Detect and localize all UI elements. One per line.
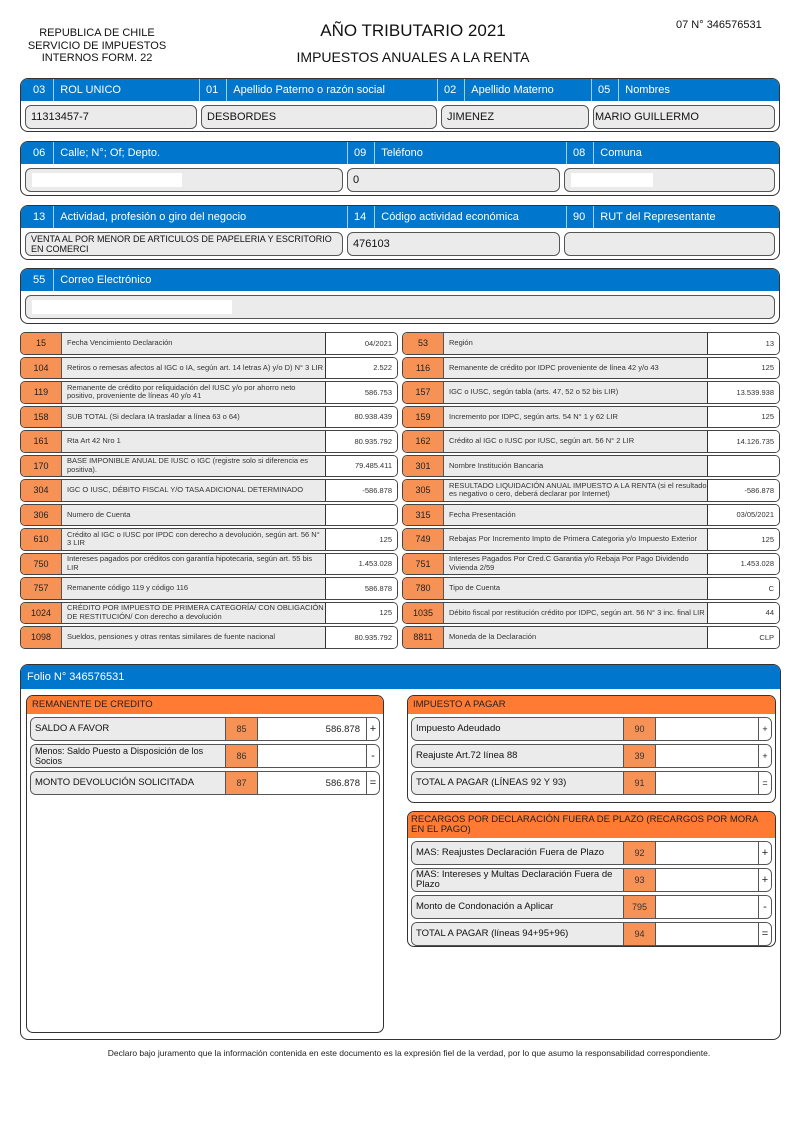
calle-field[interactable] bbox=[25, 168, 343, 192]
line-value[interactable]: 1.453.028 bbox=[708, 554, 779, 575]
issuer-line-3: INTERNOS FORM. 22 bbox=[41, 52, 153, 64]
line-value[interactable]: 125 bbox=[708, 529, 779, 550]
page-subtitle: IMPUESTOS ANUALES A LA RENTA bbox=[296, 49, 530, 65]
summary-row bbox=[411, 744, 772, 768]
row-label: Reajuste Art.72 línea 88 bbox=[412, 745, 623, 767]
line-code: 15 bbox=[21, 333, 62, 354]
line-label: Rebajas Por Incremento Impto de Primera Categoria y/o Impuesto Exterior bbox=[444, 529, 708, 550]
row-code: 93 bbox=[623, 869, 656, 891]
line-row bbox=[402, 430, 780, 453]
rut-representante-field[interactable] bbox=[564, 232, 775, 256]
row-code: 85 bbox=[225, 718, 258, 740]
line-row bbox=[20, 455, 398, 478]
field-code: 06 bbox=[21, 142, 54, 164]
row-label: TOTAL A PAGAR (LÍNEAS 92 Y 93) bbox=[412, 772, 623, 794]
line-row bbox=[402, 479, 780, 502]
plus-icon: + bbox=[758, 718, 771, 740]
line-code: 610 bbox=[21, 529, 62, 550]
row-code: 94 bbox=[623, 923, 656, 945]
field-code: 01 bbox=[200, 79, 227, 101]
identity-header bbox=[21, 79, 779, 101]
plus-icon: + bbox=[758, 745, 771, 767]
line-code: 749 bbox=[403, 529, 444, 550]
plus-icon: + bbox=[758, 842, 771, 864]
equals-icon: = bbox=[758, 772, 771, 794]
minus-icon: - bbox=[366, 745, 379, 767]
address-section bbox=[20, 141, 780, 196]
row-value[interactable]: 586.878 bbox=[258, 718, 366, 740]
field-label: Apellido Materno bbox=[471, 84, 554, 96]
summary-row bbox=[411, 895, 772, 919]
email-field[interactable] bbox=[25, 295, 775, 319]
line-value[interactable]: 04/2021 bbox=[326, 333, 397, 354]
line-row bbox=[20, 504, 398, 527]
field-label: Nombres bbox=[625, 84, 670, 96]
line-label: Moneda de la Declaración bbox=[444, 627, 708, 648]
line-label: Nombre Institución Bancaria bbox=[444, 456, 708, 477]
row-value[interactable] bbox=[656, 869, 758, 891]
line-value[interactable]: 1.453.028 bbox=[326, 554, 397, 575]
line-code: 306 bbox=[21, 505, 62, 526]
line-label: BASE IMPONIBLE ANUAL DE IUSC o IGC (registre solo si diferencia es positiva). bbox=[62, 456, 326, 477]
row-label: MAS: Reajustes Declaración Fuera de Plazo bbox=[412, 842, 623, 864]
field-label: Comuna bbox=[600, 147, 642, 159]
line-code: 162 bbox=[403, 431, 444, 452]
line-row bbox=[20, 577, 398, 600]
line-value[interactable]: 125 bbox=[326, 529, 397, 550]
line-value[interactable]: -586.878 bbox=[708, 480, 779, 501]
field-code: 55 bbox=[21, 269, 54, 291]
row-label: Monto de Condonación a Aplicar bbox=[412, 896, 623, 918]
form-number: 07 N° 346576531 bbox=[676, 19, 762, 31]
row-code: 91 bbox=[623, 772, 656, 794]
summary-row bbox=[411, 841, 772, 865]
line-value[interactable]: 2.522 bbox=[326, 358, 397, 379]
line-row bbox=[402, 553, 780, 576]
line-label: Rta Art 42 Nro 1 bbox=[62, 431, 326, 452]
row-label: Menos: Saldo Puesto a Disposición de los Socios bbox=[31, 745, 225, 767]
folio-title: Folio N° 346576531 bbox=[21, 665, 780, 689]
summary-row bbox=[411, 771, 772, 795]
line-row bbox=[20, 602, 398, 625]
recargos-panel bbox=[407, 811, 776, 947]
line-label: Región bbox=[444, 333, 708, 354]
line-code: 161 bbox=[21, 431, 62, 452]
line-label: Crédito al IGC o IUSC por IPDC con derecho a devolución, según art. 56 N° 3 LIR bbox=[62, 529, 326, 550]
line-code: 301 bbox=[403, 456, 444, 477]
line-label: IGC o IUSC, según tabla (arts. 47, 52 o 52 bis LIR) bbox=[444, 382, 708, 403]
line-row bbox=[20, 528, 398, 551]
line-value[interactable]: 79.485.411 bbox=[326, 456, 397, 477]
redacted-block bbox=[571, 173, 653, 187]
line-code: 8811 bbox=[403, 627, 444, 648]
minus-icon: - bbox=[758, 896, 771, 918]
address-header bbox=[21, 142, 779, 164]
activity-section bbox=[20, 205, 780, 260]
line-label: Crédito al IGC o IUSC por IUSC, según art. 56 N° 2 LIR bbox=[444, 431, 708, 452]
row-value[interactable] bbox=[656, 718, 758, 740]
line-label: SUB TOTAL (Si declara IA trasladar a línea 63 o 64) bbox=[62, 407, 326, 428]
line-row bbox=[402, 455, 780, 478]
row-code: 92 bbox=[623, 842, 656, 864]
recargos-title: RECARGOS POR DECLARACIÓN FUERA DE PLAZO (RECARGOS POR MORA EN EL PAGO) bbox=[408, 812, 775, 838]
line-code: 159 bbox=[403, 407, 444, 428]
line-label: Sueldos, pensiones y otras rentas similares de fuente nacional bbox=[62, 627, 326, 648]
issuer-line-1: REPUBLICA DE CHILE bbox=[39, 27, 155, 39]
remanente-title: REMANENTE DE CREDITO bbox=[27, 696, 383, 714]
line-value[interactable]: 14.126.735 bbox=[708, 431, 779, 452]
line-label: Remanente de crédito por IDPC proveniente de línea 42 y/o 43 bbox=[444, 358, 708, 379]
row-label: Impuesto Adeudado bbox=[412, 718, 623, 740]
apellido-materno-field[interactable]: JIMENEZ bbox=[441, 105, 589, 129]
line-label: Intereses pagados por créditos con garantía hipotecaria, según art. 55 bis LIR bbox=[62, 554, 326, 575]
folio-section bbox=[20, 664, 781, 1040]
line-value[interactable]: 586.753 bbox=[326, 382, 397, 403]
line-code: 1035 bbox=[403, 603, 444, 624]
line-row bbox=[402, 528, 780, 551]
field-code: 02 bbox=[438, 79, 465, 101]
row-value[interactable] bbox=[656, 923, 758, 945]
line-value[interactable]: 125 bbox=[708, 407, 779, 428]
line-label: Numero de Cuenta bbox=[62, 505, 326, 526]
tax-lines-grid bbox=[20, 332, 780, 649]
line-row bbox=[402, 504, 780, 527]
remanente-panel bbox=[26, 695, 384, 1033]
line-row bbox=[20, 626, 398, 649]
line-value[interactable]: 13 bbox=[708, 333, 779, 354]
line-code: 1098 bbox=[21, 627, 62, 648]
plus-icon: + bbox=[366, 718, 379, 740]
codigo-actividad-field[interactable]: 476103 bbox=[347, 232, 560, 256]
row-value[interactable]: 586.878 bbox=[258, 772, 366, 794]
field-code: 03 bbox=[21, 79, 54, 101]
line-label: Retiros o remesas afectos al IGC o IA, según art. 14 letras A) y/o D) N° 3 LIR bbox=[62, 358, 326, 379]
row-code: 39 bbox=[623, 745, 656, 767]
line-label: Incremento por IDPC, según arts. 54 N° 1 y 62 LIR bbox=[444, 407, 708, 428]
summary-row bbox=[411, 868, 772, 892]
line-code: 53 bbox=[403, 333, 444, 354]
summary-row bbox=[411, 922, 772, 946]
row-code: 795 bbox=[623, 896, 656, 918]
line-value[interactable] bbox=[326, 505, 397, 526]
summary-row bbox=[30, 744, 380, 768]
row-label: SALDO A FAVOR bbox=[31, 718, 225, 740]
line-row bbox=[20, 553, 398, 576]
row-value[interactable] bbox=[258, 745, 366, 767]
summary-row bbox=[411, 717, 772, 741]
row-value[interactable] bbox=[656, 772, 758, 794]
actividad-field[interactable]: VENTA AL POR MENOR DE ARTICULOS DE PAPELERIA Y ESCRITORIO EN COMERCI bbox=[25, 232, 343, 256]
line-value[interactable]: CLP bbox=[708, 627, 779, 648]
nombres-field[interactable]: MARIO GUILLERMO bbox=[593, 105, 775, 129]
line-value[interactable] bbox=[708, 456, 779, 477]
line-row bbox=[20, 357, 398, 380]
field-code: 14 bbox=[348, 206, 375, 228]
line-row bbox=[402, 577, 780, 600]
line-label: Fecha Vencimiento Declaración bbox=[62, 333, 326, 354]
line-row bbox=[20, 332, 398, 355]
row-value[interactable] bbox=[656, 842, 758, 864]
line-row bbox=[402, 357, 780, 380]
line-value[interactable]: 125 bbox=[326, 603, 397, 624]
line-row bbox=[20, 406, 398, 429]
issuer-line-2: SERVICIO DE IMPUESTOS bbox=[27, 39, 167, 52]
row-code: 86 bbox=[225, 745, 258, 767]
line-label: Débito fiscal por restitución crédito por IDPC, según art. 56 N° 3 inc. final LIR bbox=[444, 603, 708, 624]
line-value[interactable]: 44 bbox=[708, 603, 779, 624]
field-label: ROL UNICO bbox=[60, 84, 121, 96]
field-code: 13 bbox=[21, 206, 54, 228]
rut-field[interactable]: 11313457-7 bbox=[25, 105, 197, 129]
line-code: 750 bbox=[21, 554, 62, 575]
email-section bbox=[20, 268, 780, 324]
row-label: MAS: Intereses y Multas Declaración Fuera de Plazo bbox=[412, 869, 623, 891]
comuna-field[interactable] bbox=[564, 168, 775, 192]
row-code: 87 bbox=[225, 772, 258, 794]
field-label: RUT del Representante bbox=[600, 211, 716, 223]
line-code: 170 bbox=[21, 456, 62, 477]
line-value[interactable]: 80.935.792 bbox=[326, 627, 397, 648]
line-code: 315 bbox=[403, 505, 444, 526]
email-header bbox=[21, 269, 779, 291]
line-code: 751 bbox=[403, 554, 444, 575]
line-code: 780 bbox=[403, 578, 444, 599]
line-code: 305 bbox=[403, 480, 444, 501]
activity-header bbox=[21, 206, 779, 228]
line-row bbox=[402, 602, 780, 625]
line-value[interactable]: 80.938.439 bbox=[326, 407, 397, 428]
line-label: Fecha Presentación bbox=[444, 505, 708, 526]
line-code: 104 bbox=[21, 358, 62, 379]
line-value[interactable]: 80.935.792 bbox=[326, 431, 397, 452]
field-code: 09 bbox=[348, 142, 375, 164]
field-label: Calle; N°; Of; Depto. bbox=[60, 147, 161, 159]
line-row bbox=[20, 479, 398, 502]
row-value[interactable] bbox=[656, 896, 758, 918]
line-label: Tipo de Cuenta bbox=[444, 578, 708, 599]
line-row bbox=[402, 381, 780, 404]
line-label: Remanente código 119 y código 116 bbox=[62, 578, 326, 599]
line-value[interactable]: -586.878 bbox=[326, 480, 397, 501]
line-label: CRÉDITO POR IMPUESTO DE PRIMERA CATEGORÍA/ CON OBLIGACIÓN DE RESTITUCIÓN/ Con derecho a devolución bbox=[62, 603, 326, 624]
field-label: Código actividad económica bbox=[381, 211, 519, 223]
field-label: Teléfono bbox=[381, 147, 423, 159]
line-label: Remanente de crédito por reliquidación del IUSC y/o por ahorro neto positivo, proveniente de líneas 40 y/o 41 bbox=[62, 382, 326, 403]
line-value[interactable]: C bbox=[708, 578, 779, 599]
line-value[interactable]: 03/05/2021 bbox=[708, 505, 779, 526]
summary-row bbox=[30, 771, 380, 795]
row-code: 90 bbox=[623, 718, 656, 740]
impuesto-panel bbox=[407, 695, 776, 803]
redacted-block bbox=[32, 300, 232, 314]
row-value[interactable] bbox=[656, 745, 758, 767]
row-label: TOTAL A PAGAR (líneas 94+95+96) bbox=[412, 923, 623, 945]
line-row bbox=[402, 406, 780, 429]
plus-icon: + bbox=[758, 869, 771, 891]
line-row bbox=[402, 332, 780, 355]
summary-row bbox=[30, 717, 380, 741]
line-row bbox=[20, 381, 398, 404]
field-label: Actividad, profesión o giro del negocio bbox=[60, 211, 247, 223]
field-code: 05 bbox=[592, 79, 619, 101]
identity-section bbox=[20, 78, 780, 132]
apellido-paterno-field[interactable]: DESBORDES bbox=[201, 105, 437, 129]
line-value[interactable]: 586.878 bbox=[326, 578, 397, 599]
line-row bbox=[20, 430, 398, 453]
line-label: IGC O IUSC, DÉBITO FISCAL Y/O TASA ADICIONAL DETERMINADO bbox=[62, 480, 326, 501]
line-value[interactable]: 125 bbox=[708, 358, 779, 379]
line-code: 119 bbox=[21, 382, 62, 403]
impuesto-title: IMPUESTO A PAGAR bbox=[408, 696, 775, 714]
line-code: 304 bbox=[21, 480, 62, 501]
sworn-statement: Declaro bajo juramento que la información contenida en este documento es la expresión fiel de la verdad, por lo que asumo la responsabilidad correspondiente. bbox=[107, 1048, 711, 1058]
field-label: Apellido Paterno o razón social bbox=[233, 84, 385, 96]
telefono-field[interactable]: 0 bbox=[347, 168, 560, 192]
redacted-block bbox=[32, 173, 182, 187]
field-code: 90 bbox=[567, 206, 594, 228]
equals-icon: = bbox=[366, 772, 379, 794]
field-code: 08 bbox=[567, 142, 594, 164]
line-label: Intereses Pagados Por Cred.C Garantia y/o Rebaja Por Pago Dividendo Vivienda 2/59 bbox=[444, 554, 708, 575]
line-code: 157 bbox=[403, 382, 444, 403]
line-code: 1024 bbox=[21, 603, 62, 624]
line-row bbox=[402, 626, 780, 649]
line-code: 757 bbox=[21, 578, 62, 599]
equals-icon: = bbox=[758, 923, 771, 945]
line-value[interactable]: 13.539.938 bbox=[708, 382, 779, 403]
page-title: AÑO TRIBUTARIO 2021 bbox=[320, 21, 506, 40]
row-label: MONTO DEVOLUCIÓN SOLICITADA bbox=[31, 772, 225, 794]
line-code: 116 bbox=[403, 358, 444, 379]
field-label: Correo Electrónico bbox=[60, 274, 152, 286]
line-code: 158 bbox=[21, 407, 62, 428]
line-label: RESULTADO LIQUIDACIÓN ANUAL IMPUESTO A LA RENTA (si el resultado es negativo o cero, deberá declarar por Internet) bbox=[444, 480, 708, 501]
